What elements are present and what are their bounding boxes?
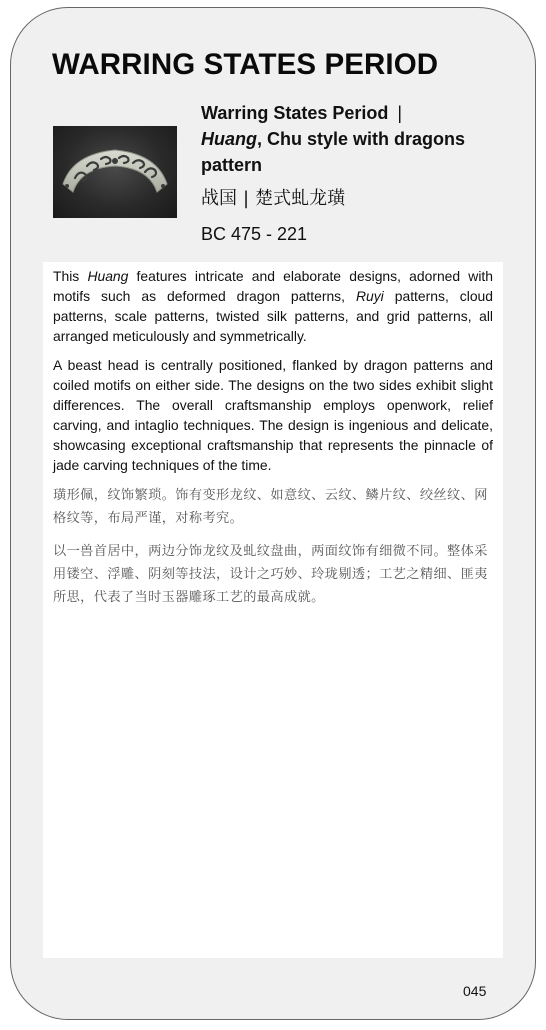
description-en-paragraph-1: This Huang features intricate and elaborate designs, adorned with motifs such as deformed dragon patterns, Ruyi patterns, cloud patterns, scale patterns, twisted silk patterns, and grid patterns, all arranged meticulously and symmetrically. [53,268,494,344]
jade-huang-icon [53,126,177,218]
artifact-title-cn-name: 楚式虬龙璜 [255,188,346,209]
artifact-date: BC 475 - 221 [201,224,308,244]
artifact-title-name: Huang [201,129,257,149]
artifact-image [53,126,177,218]
title-separator: | [397,103,403,123]
artifact-title-rest: , Chu style with dragons pattern [201,129,466,175]
description-cn-paragraph-1: 璜形佩，纹饰繁琐。饰有变形龙纹、如意纹、云纹、鳞片纹、绞丝纹、网格纹等，布局严谨，对称考究。 [53,488,488,526]
description-cn-paragraph-2: 以一兽首居中，两边分饰龙纹及虬纹盘曲，两面纹饰有细微不同。整体采用镂空、浮雕、阴刻等技法，设计之巧妙、玲珑剔透；工艺之精细、匪夷所思，代表了当时玉器雕琢工艺的最高成就。 [53,544,488,605]
artifact-title-cn-period: 战国 [201,188,237,209]
exhibit-card [10,7,536,1020]
artifact-title-period: Warring States Period [201,103,389,123]
artifact-title [201,100,511,178]
artifact-title-chinese [201,184,345,210]
period-title: WARRING STATES PERIOD [52,48,439,81]
description-en-paragraph-2: A beast head is centrally positioned, flanked by dragon patterns and coiled motifs on either side. The designs on the two sides exhibit slight differences. The overall craftsmanship employs openwork, relief carving, and intaglio techniques. The design is ingenious and delicate, showcasing exceptional craftsmanship that represents the pinnacle of jade carving techniques of the time. [53,357,493,473]
title-cn-separator: | [243,188,250,209]
description-panel [43,262,503,958]
page-number: 045 [463,983,487,999]
